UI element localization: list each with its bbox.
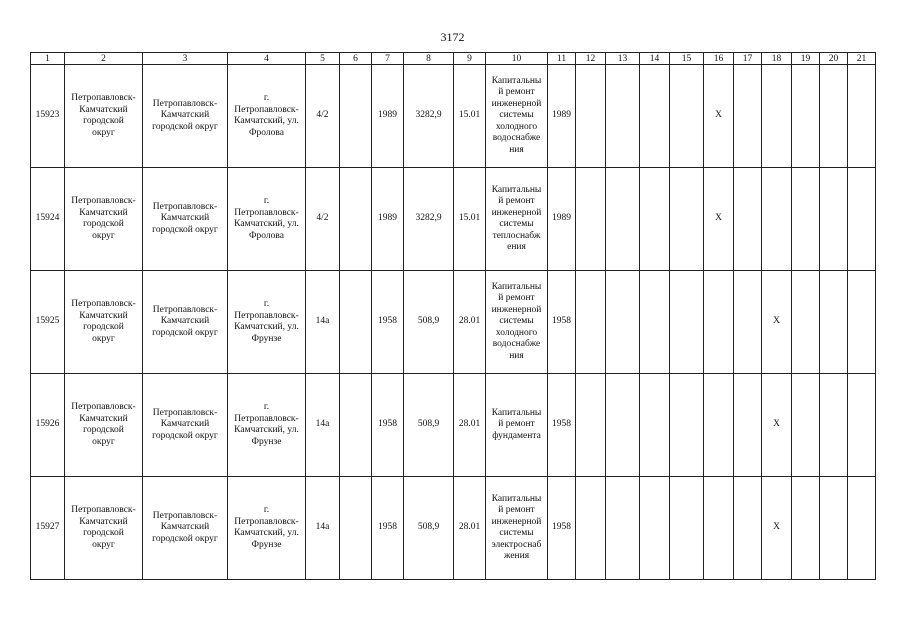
table-cell: 1989 [372,65,404,168]
column-number: 20 [820,53,848,65]
table-cell: 15923 [31,65,65,168]
table-cell [762,65,792,168]
table-cell: 1958 [548,477,576,580]
table-cell [670,271,704,374]
table-cell: 14а [306,374,340,477]
table-cell: Петропавловск- Камчатский городской округ [143,271,228,374]
table-cell: Петропавловск- Камчатский городской округ [65,374,143,477]
table-cell: 28.01 [454,271,486,374]
table-cell [792,271,820,374]
table-cell: Капитальны й ремонт фундамента [486,374,548,477]
table-cell: 28.01 [454,374,486,477]
table-cell [820,65,848,168]
table-cell [734,374,762,477]
column-number: 1 [31,53,65,65]
table-cell: г. Петропавловск- Камчатский, ул. Фрунзе [228,271,306,374]
table-cell: 15927 [31,477,65,580]
table-cell [606,374,640,477]
table-cell: 14а [306,271,340,374]
table-cell [704,271,734,374]
column-number: 8 [404,53,454,65]
table-cell: 4/2 [306,65,340,168]
table-cell [340,374,372,477]
table-row [31,271,876,374]
table-cell [640,374,670,477]
table-cell: 3282,9 [404,65,454,168]
table-cell: Петропавловск- Камчатский городской округ [143,65,228,168]
table-cell: Петропавловск- Камчатский городской округ [65,271,143,374]
table-cell: 508,9 [404,374,454,477]
table-cell: г. Петропавловск- Камчатский, ул. Фрунзе [228,374,306,477]
table-cell [640,168,670,271]
table-cell [606,65,640,168]
table-cell: 508,9 [404,271,454,374]
column-number: 10 [486,53,548,65]
column-number: 12 [576,53,606,65]
table-cell [704,374,734,477]
table-cell: Капитальны й ремонт инженерной системы теплоснабж ения [486,168,548,271]
table-cell: г. Петропавловск- Камчатский, ул. Фролова [228,168,306,271]
table-row [31,374,876,477]
column-number: 3 [143,53,228,65]
table-cell [792,65,820,168]
table-cell [670,374,704,477]
table-row [31,65,876,168]
page-number: 3172 [440,30,465,44]
table-cell: X [762,271,792,374]
table-cell [792,374,820,477]
table-cell: г. Петропавловск- Камчатский, ул. Фролова [228,65,306,168]
table-cell [734,65,762,168]
table-cell [576,477,606,580]
table-cell [670,65,704,168]
table-cell [848,168,876,271]
table-cell [576,65,606,168]
column-number: 11 [548,53,576,65]
table-cell: Петропавловск- Камчатский городской округ [65,65,143,168]
table-cell [640,477,670,580]
table-cell: 15925 [31,271,65,374]
table-row [31,477,876,580]
table-cell: 15.01 [454,65,486,168]
table-cell [734,477,762,580]
table-cell: Петропавловск- Камчатский городской округ [65,168,143,271]
table-cell [640,271,670,374]
table-cell: 1958 [372,271,404,374]
table-cell: 3282,9 [404,168,454,271]
table-row [31,168,876,271]
column-number: 19 [792,53,820,65]
table-cell [820,374,848,477]
table-cell: 15926 [31,374,65,477]
table-cell [704,477,734,580]
column-number: 9 [454,53,486,65]
table-cell: Петропавловск- Камчатский городской округ [143,477,228,580]
table-cell [640,65,670,168]
table-cell [340,477,372,580]
table-cell: 1989 [548,65,576,168]
table-cell: Капитальны й ремонт инженерной системы холодного водоснабже ния [486,271,548,374]
table-cell [340,168,372,271]
table-cell [576,271,606,374]
table-cell: Петропавловск- Камчатский городской округ [65,477,143,580]
table-cell: 14а [306,477,340,580]
column-number: 13 [606,53,640,65]
table-cell: 1958 [372,374,404,477]
table-cell: 15.01 [454,168,486,271]
table-cell [670,168,704,271]
table-cell [848,477,876,580]
table-cell [820,477,848,580]
table-cell: 508,9 [404,477,454,580]
table-cell [848,271,876,374]
column-number: 2 [65,53,143,65]
table-cell: 1989 [372,168,404,271]
table-cell: Петропавловск- Камчатский городской округ [143,374,228,477]
column-number: 16 [704,53,734,65]
column-number: 18 [762,53,792,65]
table-cell [820,271,848,374]
column-number: 7 [372,53,404,65]
table-cell [576,168,606,271]
table-cell [848,374,876,477]
table-cell: г. Петропавловск- Камчатский, ул. Фрунзе [228,477,306,580]
table-cell: Капитальны й ремонт инженерной системы электроснаб жения [486,477,548,580]
table-cell [734,168,762,271]
column-number: 4 [228,53,306,65]
table-cell: 1989 [548,168,576,271]
table-cell [670,477,704,580]
column-number: 6 [340,53,372,65]
table-cell [606,477,640,580]
table-cell [340,271,372,374]
column-number: 14 [640,53,670,65]
table-cell [734,271,762,374]
table-cell: X [762,477,792,580]
table-cell: X [762,374,792,477]
table-cell: X [704,65,734,168]
table-cell [340,65,372,168]
table-cell [820,168,848,271]
table-cell: X [704,168,734,271]
table-cell: 15924 [31,168,65,271]
column-number: 5 [306,53,340,65]
table-cell [576,374,606,477]
table-cell [606,168,640,271]
column-number-row [31,53,876,65]
column-number: 21 [848,53,876,65]
table-cell: 4/2 [306,168,340,271]
table-cell [792,168,820,271]
table-cell: 1958 [372,477,404,580]
table-cell: 1958 [548,374,576,477]
table-cell: 28.01 [454,477,486,580]
table-cell [792,477,820,580]
table-cell: 1958 [548,271,576,374]
column-number: 17 [734,53,762,65]
table-cell: Капитальны й ремонт инженерной системы холодного водоснабже ния [486,65,548,168]
table-cell [848,65,876,168]
table-cell [762,168,792,271]
table-cell: Петропавловск- Камчатский городской округ [143,168,228,271]
table-cell [606,271,640,374]
column-number: 15 [670,53,704,65]
register-table [30,52,876,580]
